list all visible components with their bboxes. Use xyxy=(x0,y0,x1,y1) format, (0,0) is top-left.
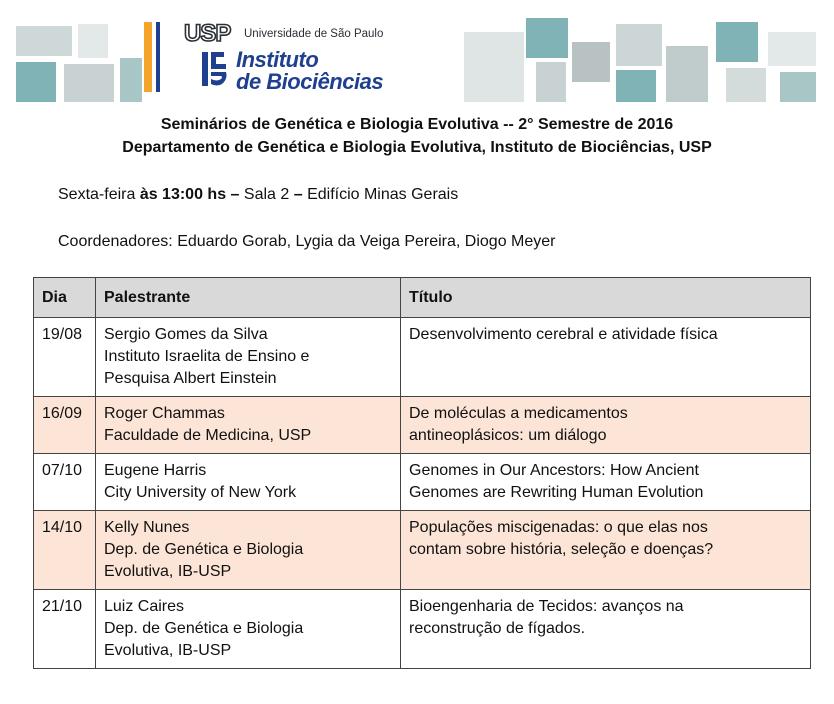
speaker-affiliation: Instituto Israelita de Ensino e xyxy=(104,348,310,365)
header-dia: Dia xyxy=(34,278,96,318)
talk-title: Bioengenharia de Tecidos: avanços na xyxy=(409,598,684,615)
date-cell: 14/10 xyxy=(34,511,96,590)
banner-square xyxy=(78,24,108,58)
banner-square xyxy=(16,26,72,56)
banner-square xyxy=(16,62,56,102)
banner-square xyxy=(526,18,568,58)
schedule-info xyxy=(58,186,458,204)
ib-logo-icon xyxy=(202,52,228,86)
usp-logo-mark: USP xyxy=(184,20,231,47)
speaker-affiliation: Dep. de Genética e Biologia xyxy=(104,541,304,558)
speaker-affiliation: Evolutiva, IB-USP xyxy=(104,563,232,580)
table-row xyxy=(34,318,811,397)
coordinators: Coordenadores: Eduardo Gorab, Lygia da Veiga Pereira, Diogo Meyer xyxy=(58,233,556,250)
date-cell: 19/08 xyxy=(34,318,96,397)
banner-square xyxy=(666,46,708,102)
ib-logo-line2: de Biociências xyxy=(236,69,384,94)
header-titulo: Título xyxy=(401,278,811,318)
time-label: às 13:00 hs xyxy=(139,186,227,203)
ib-logo-line1: Instituto xyxy=(236,47,319,72)
table-row xyxy=(34,590,811,669)
banner-square xyxy=(572,42,610,82)
speaker-cell xyxy=(96,454,401,511)
header-palestrante: Palestrante xyxy=(96,278,401,318)
talk-title: contam sobre história, seleção e doenças? xyxy=(409,541,714,558)
banner-square xyxy=(616,24,662,66)
banner-square xyxy=(716,22,758,62)
header-banner xyxy=(16,18,816,102)
table-row xyxy=(34,397,811,454)
separator: – xyxy=(289,186,308,203)
table-row xyxy=(34,511,811,590)
speaker-name: Kelly Nunes xyxy=(104,519,190,536)
banner-square xyxy=(464,32,524,102)
date-cell: 16/09 xyxy=(34,397,96,454)
talk-title: Desenvolvimento cerebral e atividade física xyxy=(409,326,718,343)
banner-square xyxy=(536,62,566,102)
speaker-affiliation: City University of New York xyxy=(104,484,297,501)
banner-square xyxy=(120,58,142,102)
talk-title: antineoplásicos: um diálogo xyxy=(409,427,607,444)
speaker-name: Eugene Harris xyxy=(104,462,207,479)
title-cell xyxy=(401,454,811,511)
building-label: Edifício Minas Gerais xyxy=(307,186,459,203)
seminar-title: Seminários de Genética e Biologia Evolutiva -- 2° Semestre de 2016 xyxy=(160,116,674,133)
speaker-cell xyxy=(96,511,401,590)
talk-title: Genomes in Our Ancestors: How Ancient xyxy=(409,462,699,479)
speaker-affiliation: Faculdade de Medicina, USP xyxy=(104,427,312,444)
speaker-affiliation: Pesquisa Albert Einstein xyxy=(104,370,277,387)
banner-blue-bar xyxy=(156,22,160,92)
talk-title: reconstrução de fígados. xyxy=(409,620,586,637)
talk-title: Genomes are Rewriting Human Evolution xyxy=(409,484,704,501)
speaker-name: Sergio Gomes da Silva xyxy=(104,326,268,343)
title-cell xyxy=(401,590,811,669)
date-cell: 07/10 xyxy=(34,454,96,511)
table-row xyxy=(34,454,811,511)
banner-square xyxy=(726,68,766,102)
speaker-cell xyxy=(96,318,401,397)
usp-name: Universidade de São Paulo xyxy=(244,28,384,40)
separator: – xyxy=(226,186,244,203)
speaker-name: Roger Chammas xyxy=(104,405,225,422)
title-cell xyxy=(401,318,811,397)
date-cell: 21/10 xyxy=(34,590,96,669)
banner-orange-bar xyxy=(144,22,152,92)
banner-square xyxy=(616,70,656,102)
schedule-table xyxy=(33,277,811,669)
talk-title: De moléculas a medicamentos xyxy=(409,405,628,422)
speaker-affiliation: Evolutiva, IB-USP xyxy=(104,642,232,659)
talk-title: Populações miscigenadas: o que elas nos xyxy=(409,519,708,536)
department-title: Departamento de Genética e Biologia Evolutiva, Instituto de Biociências, USP xyxy=(122,139,712,156)
banner-square xyxy=(780,72,816,102)
room-label: Sala 2 xyxy=(243,186,290,203)
speaker-name: Luiz Caires xyxy=(104,598,185,615)
banner-square xyxy=(768,32,816,66)
title-cell xyxy=(401,397,811,454)
title-cell xyxy=(401,511,811,590)
speaker-affiliation: Dep. de Genética e Biologia xyxy=(104,620,304,637)
speaker-cell xyxy=(96,397,401,454)
table-header-row xyxy=(34,278,811,318)
speaker-cell xyxy=(96,590,401,669)
day-label: Sexta-feira xyxy=(58,186,140,203)
banner-square xyxy=(64,64,114,102)
